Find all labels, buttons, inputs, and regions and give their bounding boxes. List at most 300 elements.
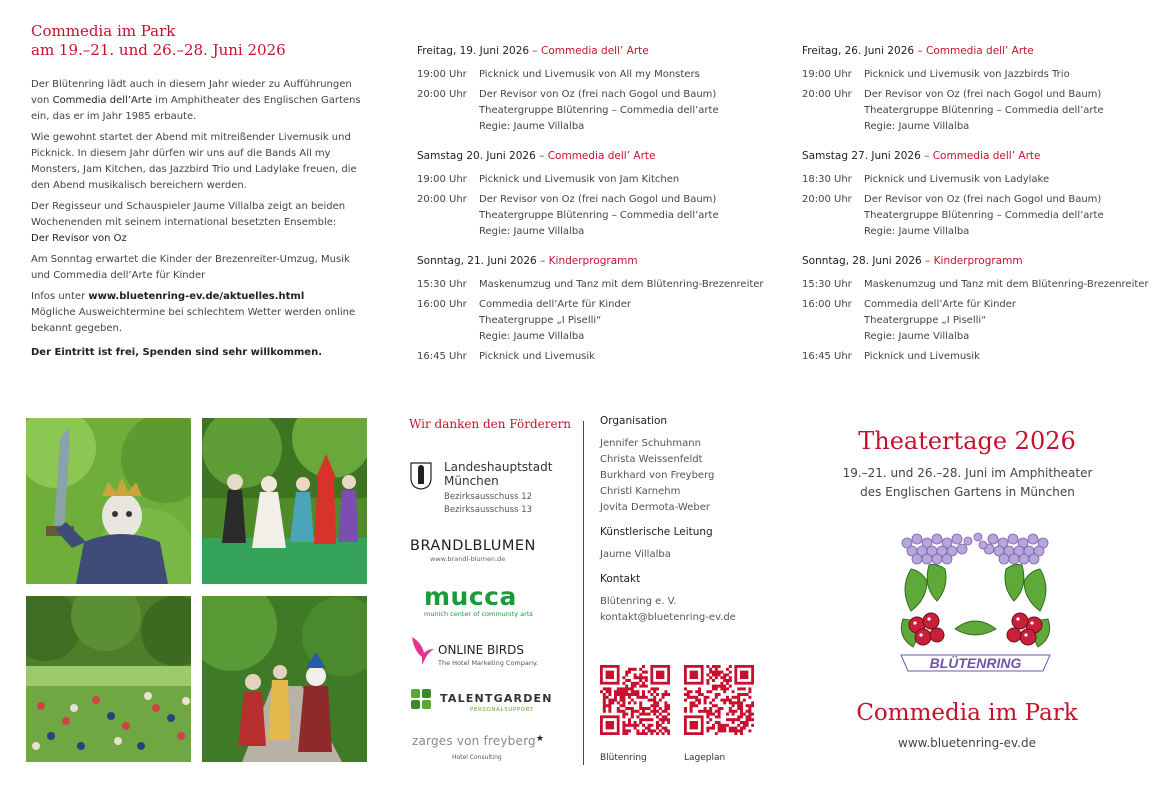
qr-module bbox=[639, 704, 642, 707]
qr-module bbox=[720, 676, 723, 679]
qr-module bbox=[712, 673, 715, 676]
qr-module bbox=[634, 673, 637, 676]
qr-module bbox=[628, 721, 631, 724]
row-desc bbox=[479, 87, 792, 135]
row-desc bbox=[479, 277, 792, 293]
qr-module bbox=[622, 724, 625, 727]
day-heading bbox=[417, 254, 792, 269]
day-category: Kinderprogramm bbox=[933, 255, 1023, 267]
qr-module bbox=[751, 701, 754, 704]
qr-module bbox=[622, 701, 625, 704]
qr-module bbox=[653, 704, 656, 707]
qr-module bbox=[732, 729, 735, 732]
qr-module bbox=[656, 687, 659, 690]
qr-module bbox=[622, 727, 625, 730]
qr-module bbox=[617, 693, 620, 696]
qr-module bbox=[642, 671, 645, 674]
qr-module bbox=[684, 707, 687, 710]
qr-module bbox=[631, 710, 634, 713]
qr-module bbox=[690, 696, 693, 699]
qr-module bbox=[751, 718, 754, 721]
qr-module bbox=[622, 696, 625, 699]
program-row bbox=[417, 192, 792, 240]
qr-module bbox=[648, 718, 651, 721]
qr-module bbox=[746, 718, 749, 721]
qr-module bbox=[625, 724, 628, 727]
qr-module bbox=[729, 671, 732, 674]
artistic-direction-heading: Künstlerische Leitung bbox=[600, 526, 713, 538]
row-time: 19:00 Uhr bbox=[417, 174, 467, 185]
row-desc bbox=[479, 192, 792, 240]
qr-module bbox=[740, 710, 743, 713]
qr-module bbox=[743, 727, 746, 730]
qr-module bbox=[622, 687, 625, 690]
day-category: Commedia dell’ Arte bbox=[932, 150, 1041, 162]
qr-module bbox=[704, 707, 707, 710]
qr-module bbox=[692, 704, 695, 707]
qr-module bbox=[712, 704, 715, 707]
qr-module bbox=[732, 710, 735, 713]
intro-text: Der Blütenring lädt auch in diesem Jahr wieder zu Aufführungen von bbox=[31, 79, 352, 106]
qr-module bbox=[726, 687, 729, 690]
qr-module bbox=[606, 696, 609, 699]
qr-module bbox=[737, 693, 740, 696]
qr-module bbox=[639, 673, 642, 676]
day-sep: – bbox=[914, 45, 926, 57]
info-label: Infos unter bbox=[31, 291, 89, 302]
day-date: Samstag 20. Juni 2026 bbox=[417, 150, 536, 162]
qr-module bbox=[617, 710, 620, 713]
qr-module bbox=[718, 673, 721, 676]
row-line: Maskenumzug und Tanz mit dem Blütenring-Brezenreiter bbox=[479, 279, 764, 290]
qr-module bbox=[634, 682, 637, 685]
qr-module bbox=[653, 713, 656, 716]
qr-module bbox=[729, 685, 732, 688]
qr-module bbox=[664, 715, 667, 718]
qr-module bbox=[667, 713, 670, 716]
qr-module bbox=[737, 707, 740, 710]
artistic-direction-block bbox=[600, 526, 800, 563]
qr-module bbox=[732, 727, 735, 730]
qr-module bbox=[723, 690, 726, 693]
qr-module bbox=[748, 707, 751, 710]
qr-module bbox=[659, 729, 662, 732]
row-desc bbox=[479, 172, 792, 188]
qr-module bbox=[664, 729, 667, 732]
qr-module bbox=[617, 690, 620, 693]
qr-module bbox=[732, 713, 735, 716]
qr-module bbox=[639, 696, 642, 699]
intro-title-line2: am 19.–21. und 26.–28. Juni 2026 bbox=[31, 41, 286, 59]
qr-module bbox=[726, 718, 729, 721]
qr-module bbox=[608, 690, 611, 693]
qr-module bbox=[718, 693, 721, 696]
qr-module bbox=[667, 718, 670, 721]
contact-name: Blütenring e. V. bbox=[600, 596, 677, 607]
program-row bbox=[802, 297, 1157, 345]
qr-module bbox=[653, 707, 656, 710]
qr-module bbox=[684, 687, 687, 690]
qr-module bbox=[706, 682, 709, 685]
row-time: 15:30 Uhr bbox=[417, 279, 467, 290]
qr-module bbox=[712, 713, 715, 716]
program-row bbox=[417, 172, 792, 188]
qr-module bbox=[622, 721, 625, 724]
qr-module bbox=[614, 696, 617, 699]
contact-heading: Kontakt bbox=[600, 573, 641, 585]
qr-module bbox=[628, 693, 631, 696]
row-time: 20:00 Uhr bbox=[802, 194, 852, 205]
qr-module bbox=[684, 699, 687, 702]
qr-module bbox=[748, 729, 751, 732]
qr-module bbox=[720, 682, 723, 685]
qr-module bbox=[729, 707, 732, 710]
qr-module bbox=[718, 713, 721, 716]
qr-module bbox=[664, 704, 667, 707]
qr-module bbox=[650, 699, 653, 702]
qr-label-lageplan: Lageplan bbox=[684, 753, 726, 763]
row-desc bbox=[479, 349, 792, 365]
qr-module bbox=[603, 704, 606, 707]
bluetenring-logo-icon bbox=[893, 529, 1058, 677]
qr-module bbox=[631, 724, 634, 727]
qr-module bbox=[737, 715, 740, 718]
qr-module bbox=[718, 665, 721, 668]
row-desc bbox=[864, 67, 1157, 83]
qr-module bbox=[737, 729, 740, 732]
qr-module bbox=[631, 693, 634, 696]
qr-module bbox=[740, 713, 743, 716]
qr-module bbox=[631, 707, 634, 710]
qr-finder bbox=[690, 721, 698, 729]
qr-module bbox=[743, 724, 746, 727]
qr-module bbox=[709, 713, 712, 716]
program-day bbox=[417, 254, 792, 365]
qr-module bbox=[718, 724, 721, 727]
contact-email[interactable]: kontakt@bluetenring-ev.de bbox=[600, 612, 736, 623]
qr-module bbox=[723, 729, 726, 732]
program-row bbox=[802, 87, 1157, 135]
qr-module bbox=[698, 701, 701, 704]
qr-module bbox=[667, 704, 670, 707]
day-heading bbox=[802, 149, 1157, 164]
qr-module bbox=[642, 665, 645, 668]
qr-module bbox=[746, 724, 749, 727]
brandl-url: www.brandl-blumen.de bbox=[430, 555, 506, 563]
qr-module bbox=[634, 724, 637, 727]
qr-module bbox=[603, 710, 606, 713]
intro-paragraph-6: Der Eintritt ist frei, Spenden sind sehr willkommen. bbox=[31, 347, 322, 358]
qr-module bbox=[664, 690, 667, 693]
qr-module bbox=[732, 718, 735, 721]
qr-module bbox=[718, 727, 721, 730]
qr-module bbox=[720, 724, 723, 727]
qr-module bbox=[634, 690, 637, 693]
qr-module bbox=[628, 701, 631, 704]
qr-module bbox=[734, 701, 737, 704]
program-row bbox=[417, 67, 792, 83]
row-time: 16:45 Uhr bbox=[802, 351, 852, 362]
qr-module bbox=[687, 696, 690, 699]
qr-module bbox=[740, 732, 743, 735]
row-desc bbox=[479, 297, 792, 345]
qr-module bbox=[622, 729, 625, 732]
organisation-member: Jovita Dermota-Weber bbox=[600, 502, 710, 513]
sponsor-brandl-blumen[interactable] bbox=[410, 538, 536, 563]
organisation-block bbox=[600, 415, 800, 516]
qr-module bbox=[706, 696, 709, 699]
row-desc bbox=[864, 87, 1157, 135]
qr-module bbox=[642, 685, 645, 688]
day-heading bbox=[417, 149, 792, 164]
photo-audience-park bbox=[26, 596, 191, 762]
row-line: Regie: Jaume Villalba bbox=[479, 121, 585, 132]
qr-module bbox=[628, 679, 631, 682]
qr-module bbox=[611, 699, 614, 702]
qr-module bbox=[603, 707, 606, 710]
qr-module bbox=[706, 665, 709, 668]
qr-module bbox=[667, 721, 670, 724]
qr-module bbox=[698, 690, 701, 693]
day-date: Freitag, 26. Juni 2026 bbox=[802, 45, 915, 57]
sponsor-divider bbox=[583, 421, 584, 765]
qr-module bbox=[656, 732, 659, 735]
qr-module bbox=[642, 707, 645, 710]
qr-code-bluetenring[interactable] bbox=[600, 665, 670, 735]
qr-module bbox=[715, 710, 718, 713]
qr-code-lageplan[interactable] bbox=[684, 665, 754, 735]
qr-module bbox=[631, 715, 634, 718]
qr-module bbox=[743, 699, 746, 702]
day-heading bbox=[802, 254, 1157, 269]
qr-module bbox=[718, 671, 721, 674]
qr-module bbox=[600, 690, 603, 693]
qr-module bbox=[746, 715, 749, 718]
qr-module bbox=[645, 685, 648, 688]
qr-module bbox=[720, 729, 723, 732]
qr-module bbox=[636, 690, 639, 693]
qr-module bbox=[723, 687, 726, 690]
day-date: Freitag, 19. Juni 2026 bbox=[417, 45, 530, 57]
qr-module bbox=[648, 690, 651, 693]
info-link[interactable]: www.bluetenring-ev.de/aktuelles.html bbox=[88, 291, 305, 302]
row-time: 19:00 Uhr bbox=[802, 69, 852, 80]
qr-module bbox=[726, 673, 729, 676]
qr-module bbox=[751, 724, 754, 727]
qr-module bbox=[628, 671, 631, 674]
qr-module bbox=[723, 699, 726, 702]
row-line: Theatergruppe Blütenring – Commedia dell’arte bbox=[479, 210, 719, 221]
qr-module bbox=[748, 687, 751, 690]
qr-module bbox=[715, 673, 718, 676]
qr-module bbox=[608, 701, 611, 704]
talentgarden-name: TALENTGARDEN bbox=[440, 692, 553, 705]
intro-paragraph-2: Wie gewohnt startet der Abend mit mitreißender Livemusik und Picknick. In diesem Jahr dürfen wir uns auf die Bands All my Monsters, Jam Kitchen, das Jazzbird Trio und Ladylake freuen, die den Abend musikalisch bereichern werden. bbox=[31, 132, 357, 191]
qr-module bbox=[720, 707, 723, 710]
program-column-2 bbox=[802, 44, 1157, 379]
qr-module bbox=[698, 693, 701, 696]
qr-module bbox=[723, 676, 726, 679]
intro-paragraph-5 bbox=[31, 289, 361, 337]
day-date: Samstag 27. Juni 2026 bbox=[802, 150, 921, 162]
qr-module bbox=[614, 693, 617, 696]
qr-module bbox=[732, 704, 735, 707]
qr-module bbox=[645, 676, 648, 679]
qr-module bbox=[639, 679, 642, 682]
qr-module bbox=[650, 732, 653, 735]
qr-module bbox=[718, 721, 721, 724]
qr-module bbox=[726, 668, 729, 671]
qr-module bbox=[709, 718, 712, 721]
qr-module bbox=[718, 707, 721, 710]
qr-module bbox=[636, 710, 639, 713]
qr-module bbox=[622, 693, 625, 696]
qr-module bbox=[636, 724, 639, 727]
qr-module bbox=[720, 671, 723, 674]
qr-module bbox=[642, 732, 645, 735]
qr-module bbox=[620, 704, 623, 707]
qr-module bbox=[645, 696, 648, 699]
qr-module bbox=[656, 704, 659, 707]
qr-module bbox=[636, 696, 639, 699]
qr-module bbox=[712, 687, 715, 690]
sponsor-muenchen[interactable] bbox=[410, 458, 570, 518]
row-line: Theatergruppe Blütenring – Commedia dell’arte bbox=[864, 210, 1104, 221]
row-line: Regie: Jaume Villalba bbox=[864, 226, 970, 237]
star-icon: ★ bbox=[535, 734, 545, 744]
row-desc bbox=[864, 297, 1157, 345]
row-line: Maskenumzug und Tanz mit dem Blütenring-Brezenreiter bbox=[864, 279, 1149, 290]
sponsor-talentgarden[interactable] bbox=[410, 688, 560, 714]
qr-module bbox=[622, 699, 625, 702]
qr-module bbox=[726, 682, 729, 685]
row-desc bbox=[864, 277, 1157, 293]
qr-module bbox=[729, 729, 732, 732]
qr-module bbox=[690, 707, 693, 710]
qr-module bbox=[720, 685, 723, 688]
qr-module bbox=[628, 707, 631, 710]
qr-module bbox=[706, 713, 709, 716]
qr-module bbox=[743, 721, 746, 724]
qr-module bbox=[625, 732, 628, 735]
muenchen-name-line: Landeshauptstadt bbox=[444, 460, 553, 474]
qr-module bbox=[662, 693, 665, 696]
qr-module bbox=[698, 710, 701, 713]
qr-module bbox=[692, 696, 695, 699]
qr-module bbox=[715, 732, 718, 735]
qr-module bbox=[656, 715, 659, 718]
qr-module bbox=[704, 696, 707, 699]
qr-module bbox=[709, 710, 712, 713]
qr-module bbox=[751, 704, 754, 707]
qr-module bbox=[625, 729, 628, 732]
qr-finder bbox=[606, 721, 614, 729]
qr-module bbox=[720, 687, 723, 690]
row-line: Theatergruppe „I Piselli“ bbox=[479, 315, 602, 326]
qr-module bbox=[718, 715, 721, 718]
qr-module bbox=[650, 693, 653, 696]
bluetenring-emblem bbox=[893, 529, 1058, 677]
qr-module bbox=[712, 665, 715, 668]
qr-module bbox=[740, 687, 743, 690]
qr-module bbox=[653, 710, 656, 713]
qr-module bbox=[723, 701, 726, 704]
qr-module bbox=[720, 699, 723, 702]
qr-module bbox=[648, 727, 651, 730]
qr-module bbox=[603, 701, 606, 704]
qr-module bbox=[751, 713, 754, 716]
website-link[interactable]: www.bluetenring-ev.de bbox=[898, 736, 1036, 750]
theatertage-subtitle bbox=[810, 464, 1125, 502]
sponsor-online-birds[interactable] bbox=[410, 633, 560, 673]
theatertage-subtitle-line: des Englischen Gartens in München bbox=[860, 485, 1075, 499]
qr-module bbox=[748, 715, 751, 718]
qr-module bbox=[659, 724, 662, 727]
qr-module bbox=[690, 701, 693, 704]
qr-module bbox=[743, 687, 746, 690]
qr-module bbox=[625, 693, 628, 696]
qr-module bbox=[715, 721, 718, 724]
qr-module bbox=[608, 687, 611, 690]
day-category: Commedia dell’ Arte bbox=[547, 150, 656, 162]
sponsors-title: Wir danken den Förderern bbox=[409, 417, 572, 431]
qr-module bbox=[664, 727, 667, 730]
qr-module bbox=[608, 704, 611, 707]
qr-module bbox=[642, 696, 645, 699]
qr-module bbox=[706, 715, 709, 718]
qr-module bbox=[631, 690, 634, 693]
qr-module bbox=[603, 693, 606, 696]
qr-module bbox=[712, 727, 715, 730]
qr-module bbox=[748, 690, 751, 693]
row-line: Regie: Jaume Villalba bbox=[864, 331, 970, 342]
qr-module bbox=[740, 707, 743, 710]
sponsor-mucca[interactable] bbox=[424, 584, 533, 618]
qr-module bbox=[636, 732, 639, 735]
program-day bbox=[802, 149, 1157, 240]
qr-module bbox=[726, 699, 729, 702]
program-row bbox=[802, 67, 1157, 83]
day-category: Commedia dell’ Arte bbox=[541, 45, 649, 57]
qr-module bbox=[715, 676, 718, 679]
qr-module bbox=[659, 699, 662, 702]
artistic-director: Jaume Villalba bbox=[600, 549, 671, 560]
qr-module bbox=[639, 713, 642, 716]
qr-module bbox=[648, 699, 651, 702]
row-line: Theatergruppe Blütenring – Commedia dell’arte bbox=[864, 105, 1104, 116]
talentgarden-x-icon bbox=[410, 688, 432, 710]
program-row bbox=[802, 349, 1157, 365]
qr-module bbox=[603, 699, 606, 702]
qr-module bbox=[712, 671, 715, 674]
qr-module bbox=[662, 727, 665, 730]
qr-module bbox=[620, 693, 623, 696]
row-line: Regie: Jaume Villalba bbox=[479, 226, 585, 237]
qr-module bbox=[622, 715, 625, 718]
qr-module bbox=[625, 690, 628, 693]
qr-module bbox=[639, 685, 642, 688]
qr-module bbox=[653, 696, 656, 699]
sponsor-zarges-von-freyberg[interactable] bbox=[412, 734, 544, 761]
intro-text: Der Regisseur und Schauspieler Jaume Villalba zeigt an beiden Wochenenden mit seinem international besetzten Ensemble: bbox=[31, 201, 346, 228]
qr-module bbox=[617, 687, 620, 690]
qr-module bbox=[622, 704, 625, 707]
program-day bbox=[802, 44, 1157, 135]
row-time: 20:00 Uhr bbox=[417, 194, 467, 205]
row-time: 18:30 Uhr bbox=[802, 174, 852, 185]
mucca-logo: mucca bbox=[424, 582, 517, 611]
qr-module bbox=[664, 718, 667, 721]
